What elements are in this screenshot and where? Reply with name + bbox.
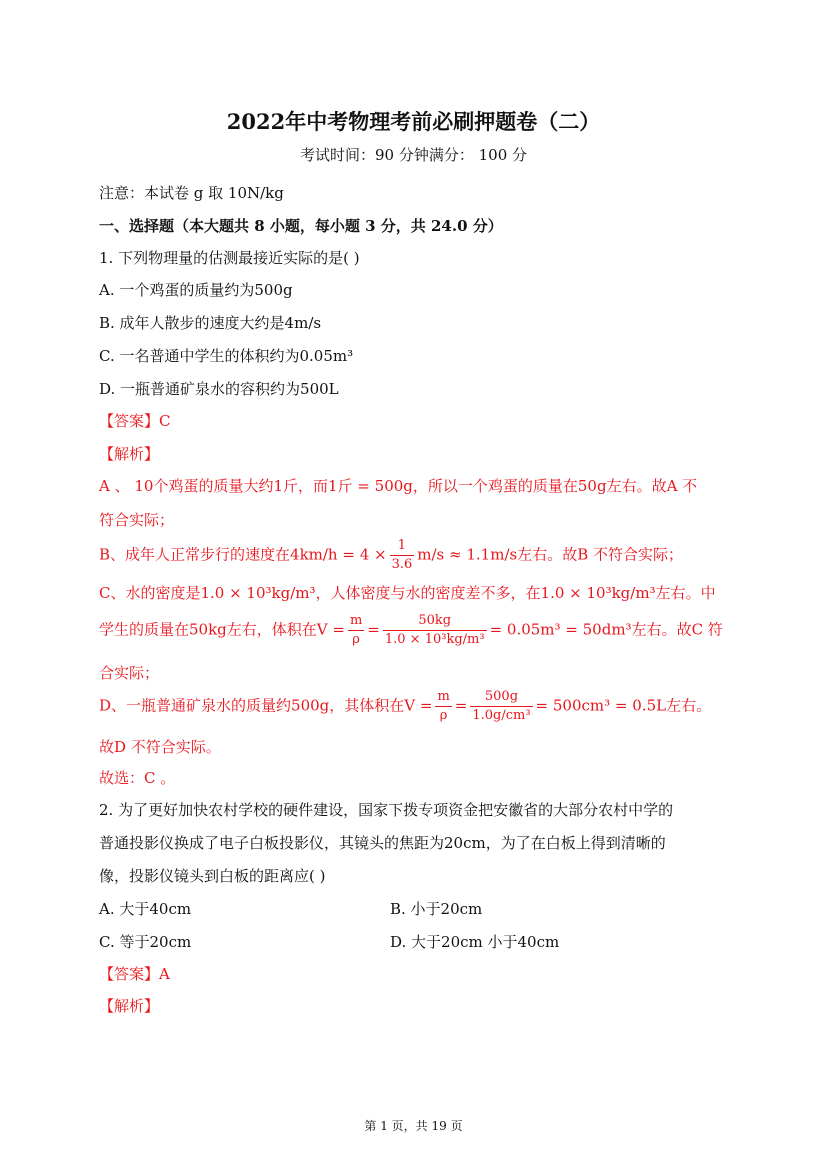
question-1-option-c: C. 一名普通中学生的体积约为0.05m³ xyxy=(99,347,354,365)
fraction-numerator: 50kg xyxy=(383,612,487,631)
question-2-option-b: B. 小于20cm xyxy=(390,900,483,918)
analysis-b-prefix: B、成年人正常步行的速度在4km/h = 4 × xyxy=(99,545,387,564)
analysis-d-line-2: 故D 不符合实际。 xyxy=(99,738,221,756)
question-1-option-a: A. 一个鸡蛋的质量约为500g xyxy=(99,281,293,299)
fraction-denominator: 3.6 xyxy=(391,557,413,572)
fraction-numerator: m xyxy=(348,612,364,631)
question-1-analysis-label: 【解析】 xyxy=(99,445,160,463)
fraction-numerator: 500g xyxy=(470,688,532,707)
question-2-option-c: C. 等于20cm xyxy=(99,933,192,951)
fraction xyxy=(390,537,415,574)
analysis-c-line-3: 合实际； xyxy=(99,664,160,682)
fraction-denominator: ρ xyxy=(352,632,360,647)
fraction-denominator: 1.0g/cm³ xyxy=(472,708,531,723)
question-2-stem-line-1: 2. 为了更好加快农村学校的硬件建设，国家下拨专项资金把安徽省的大部分农村中学的 xyxy=(99,801,674,819)
fraction-numerator: 1 xyxy=(390,537,415,556)
fraction-denominator: 1.0 × 10³kg/m³ xyxy=(384,632,485,647)
equals: = xyxy=(367,620,380,639)
analysis-b xyxy=(99,537,683,574)
fraction-m-rho xyxy=(435,688,451,725)
fraction-m-rho xyxy=(348,612,364,649)
analysis-d-prefix: D、一瓶普通矿泉水的质量约500g，其体积在V = xyxy=(99,696,433,715)
analysis-c-line-1: C、水的密度是1.0 × 10³kg/m³，人体密度与水的密度差不多，在1.0 × 10³kg/m³左右。中 xyxy=(99,584,716,602)
page-number: 第 1 页，共 19 页 xyxy=(364,1119,463,1133)
question-2-stem-line-3: 像，投影仪镜头到白板的距离应( ) xyxy=(99,867,326,885)
question-1-option-d: D. 一瓶普通矿泉水的容积约为500L xyxy=(99,380,339,398)
exam-info: 考试时间：90 分钟满分： 100 分 xyxy=(299,146,528,164)
question-2-option-d: D. 大于20cm 小于40cm xyxy=(390,933,560,951)
analysis-c-prefix: 学生的质量在50kg左右，体积在V = xyxy=(99,620,345,639)
fraction-volume xyxy=(470,688,532,725)
analysis-b-suffix: m/s ≈ 1.1m/s左右。故B 不符合实际； xyxy=(417,545,683,564)
analysis-c-line-2 xyxy=(99,612,723,649)
equals: = xyxy=(454,696,468,715)
fraction-numerator: m xyxy=(435,688,451,707)
fraction-volume xyxy=(383,612,487,649)
analysis-c-suffix: = 0.05m³ = 50dm³左右。故C 符 xyxy=(489,620,723,639)
section-heading: 一、选择题（本大题共 8 小题，每小题 3 分，共 24.0 分） xyxy=(99,217,503,235)
question-1-option-b: B. 成年人散步的速度大约是4m/s xyxy=(99,314,322,332)
analysis-a-line-2: 符合实际； xyxy=(99,511,175,529)
question-1-stem: 1. 下列物理量的估测最接近实际的是( ) xyxy=(99,249,360,267)
analysis-d-suffix: = 500cm³ = 0.5L左右。 xyxy=(535,696,712,715)
question-1-answer: 【答案】C xyxy=(99,412,171,430)
fraction-denominator: ρ xyxy=(439,708,448,723)
question-2-option-a: A. 大于40cm xyxy=(99,900,192,918)
question-2-answer: 【答案】A xyxy=(99,965,170,983)
analysis-a-line-1: A 、 10个鸡蛋的质量大约1斤，而1斤 = 500g，所以一个鸡蛋的质量在50g左右。故A 不 xyxy=(99,477,698,495)
page-title: 2022年中考物理考前必刷押题卷（二） xyxy=(226,109,601,134)
question-1-choice: 故选：C 。 xyxy=(99,769,176,787)
question-2-analysis-label: 【解析】 xyxy=(99,997,160,1015)
question-2-stem-line-2: 普通投影仪换成了电子白板投影仪，其镜头的焦距为20cm，为了在白板上得到清晰的 xyxy=(99,834,666,852)
note: 注意：本试卷 g 取 10N/kg xyxy=(99,184,284,202)
analysis-d-line-1 xyxy=(99,688,711,725)
